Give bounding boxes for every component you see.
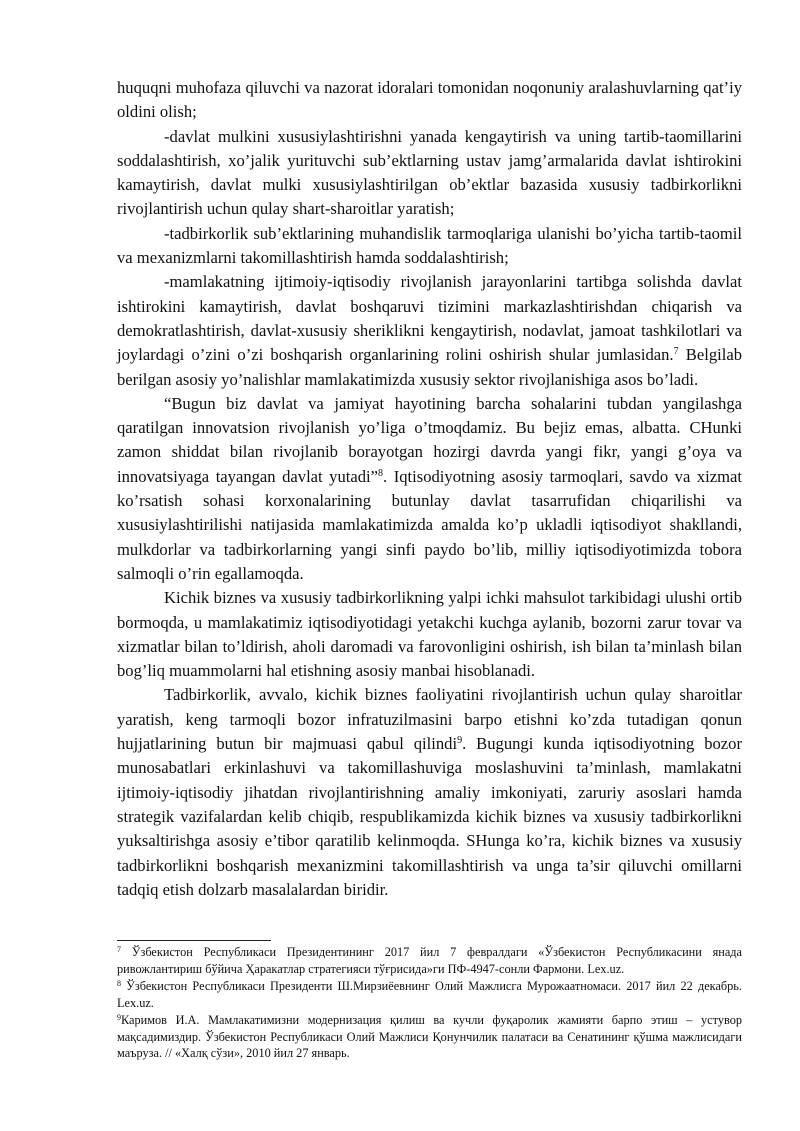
main-text bbox=[117, 76, 742, 902]
paragraph-text: Belgilab berilgan asosiy yo’nalishlar mamlakatimizda xususiy sektor rivojlanishiga asos bo’ladi. bbox=[117, 345, 743, 389]
footnote-mark: 8 bbox=[117, 978, 121, 988]
paragraph-text: -tadbirkorlik sub’ektlarining muhandislik tarmoqlariga ulanishi bo’yicha tartib-taomil va mexanizmlarni takomillashtirish hamda soddalashtirish; bbox=[117, 223, 742, 268]
footnote-text: Ўзбекистон Республикаси Президенти Ш.Мирзиёевнинг Олий Мажлисга Мурожаатномаси. 2017 йил 22 декабрь. Lex.uz. bbox=[117, 978, 742, 1010]
body-paragraph bbox=[117, 270, 742, 391]
body-paragraph bbox=[117, 683, 742, 902]
paragraph-text: . Iqtisodiyotning asosiy tarmoqlari, savdo va xizmat ko’rsatish sohasi korxonalarining butunlay davlat tasarrufidan chiqarilishi va xususiylashtirilishi natijasida mamlakatimizda amalda ko’p ukladli iqtisodiyot shakllandi, mulkdorlar va tadbirkorlarning yangi sinfi paydo bo’lib, milliy iqtisodiyotimizda tobora salmoqli o’rin egallamoqda. bbox=[117, 466, 742, 583]
body-paragraph bbox=[117, 125, 742, 222]
paragraph-text: Kichik biznes va xususiy tadbirkorlikning yalpi ichki mahsulot tarkibidagi ulushi ortib bormoqda, u mamlakatimiz iqtisodiyotidagi yetakchi kuchga aylanib, bozorni zarur tovar va xizmatlar bilan to’ldirish, aholi daromadi va farovonligini oshirish, ish bilan ta’minlash bilan bog’liq muammolarni hal etishning asosiy manbai hisoblanadi. bbox=[117, 588, 742, 681]
footnotes bbox=[117, 944, 742, 1062]
footnote bbox=[117, 944, 742, 978]
paragraph-text: . Bugungi kunda iqtisodiyotning bozor munosabatlari erkinlashuvi va takomillashuviga moslashuvini ta’minlash, mamlakatni ijtimoiy-iqtisodiy jihatdan rivojlantirishning amaliy imkoniyati, zaruriy asoslari hamda strategik vazifalardan kelib chiqib, respublikamizda kichik biznes va xususiy tadbirkorlikni yuksaltirishga asosiy e’tibor qaratilib kelinmoqda. SHunga ko’ra, kichik biznes va xususiy tadbirkorlikni boshqarish mexanizmini takomillashtirish va unga ta’sir qiluvchi omillarni tadqiq etish dolzarb masalalardan biridir. bbox=[117, 734, 742, 899]
footnote bbox=[117, 978, 742, 1012]
paragraph-text: huquqni muhofaza qiluvchi va nazorat idoralari tomonidan noqonuniy aralashuvlarning qat’iy oldini olish; bbox=[117, 78, 742, 122]
footnote bbox=[117, 1012, 742, 1063]
body-paragraph bbox=[117, 76, 742, 125]
footnote-text: Каримов И.А. Мамлакатимизни модернизация қилиш ва кучли фуқаролик жамияти барпо этиш – устувор мақсадимиздир. Ўзбекистон Республикаси Олий Мажлиси Қонунчилик палатаси ва Сенатининг қўшма мажлисидаги маъруза. // «Халқ сўзи», 2010 йил 27 январь. bbox=[117, 1012, 742, 1061]
body-paragraph bbox=[117, 392, 742, 586]
footnote-mark: 9 bbox=[117, 1012, 121, 1022]
footnote-reference[interactable]: 7 bbox=[673, 346, 679, 358]
footnote-text: Ўзбекистон Республикаси Президентининг 2017 йил 7 февралдаги «Ўзбекистон Республикасини янада ривожлантириш бўйича Ҳаракатлар стратегияси тўғрисида»ги ПФ-4947-сонли Фармони. Lex.uz. bbox=[117, 945, 742, 976]
paragraph-text: “Bugun biz davlat va jamiyat hayotining barcha sohalarini tubdan yangilashga qaratilgan innovatsion rivojlanish yo’liga o’tmoqdamiz. Bu bejiz emas, albatta. CHunki zamon shiddat bilan rivojlanib borayotgan hozirgi davrda yangi fikr, yangi g’oya va innovatsiyaga tayangan davlat yutadi” bbox=[117, 393, 742, 486]
paragraph-text: -davlat mulkini xususiylashtirishni yanada kengaytirish va uning tartib-taomillarini soddalashtirish, xo’jalik yurituvchi sub’ektlarning ustav jamg’armalarida davlat ishtirokini kamaytirish, davlat mulki xususiylashtirilgan ob’ektlar bazasida xususiy tadbirkorlikni rivojlantirish uchun qulay shart-sharoitlar yaratish; bbox=[117, 126, 742, 219]
footnote-reference[interactable]: 9 bbox=[457, 735, 463, 747]
paragraph-text: Tadbirkorlik, avvalo, kichik biznes faoliyatini rivojlantirish uchun qulay sharoitlar yaratish, keng tarmoqli bozor infratuzilmasini barpo etishni ko’zda tutadigan qonun hujjatlarining butun bir majmuasi qabul qilindi bbox=[117, 685, 742, 754]
footnote-reference[interactable]: 8 bbox=[378, 467, 384, 479]
body-paragraph bbox=[117, 222, 742, 271]
body-paragraph bbox=[117, 586, 742, 683]
footnote-mark: 7 bbox=[117, 945, 121, 954]
paragraph-text: -mamlakatning ijtimoiy-iqtisodiy rivojlanish jarayonlarini tartibga solishda davlat ishtirokini kamaytirish, davlat boshqaruvi tizimini markazlashtirishdan chiqarish va demokratlashtirish, davlat-xususiy sheriklikni kengaytirish, nodavlat, jamoat tashkilotlari va joylardagi o’zini o’zi boshqarish organlarining rolini oshirish shular jumlasidan. bbox=[117, 272, 742, 365]
footnote-separator bbox=[117, 940, 271, 941]
